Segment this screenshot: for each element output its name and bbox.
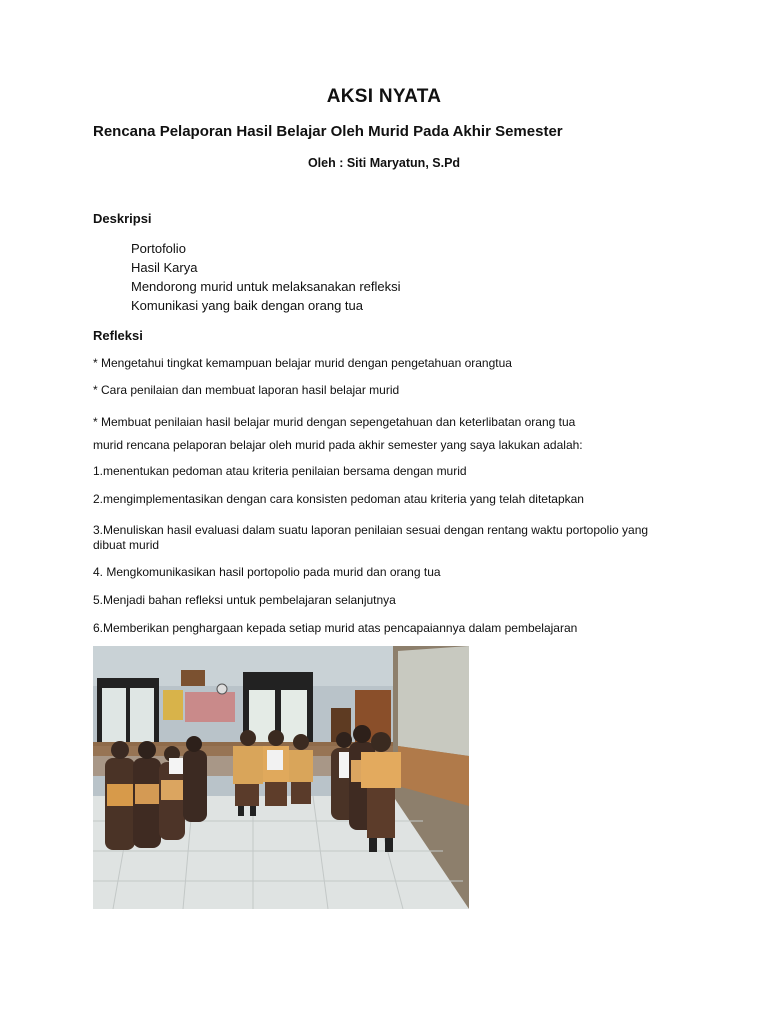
document-author: Oleh : Siti Maryatun, S.Pd bbox=[307, 156, 461, 170]
refleksi-step: 1.menentukan pedoman atau kriteria penilaian bersama dengan murid bbox=[93, 464, 467, 478]
refleksi-step: 3.Menuliskan hasil evaluasi dalam suatu laporan penilaian sesuai dengan rentang waktu portopolio yang dibuat murid bbox=[93, 523, 649, 552]
deskripsi-heading: Deskripsi bbox=[93, 211, 152, 226]
refleksi-bullet: * Membuat penilaian hasil belajar murid dengan sepengetahuan dan keterlibatan orang tua bbox=[93, 415, 576, 429]
refleksi-step: 5.Menjadi bahan refleksi untuk pembelajaran selanjutnya bbox=[93, 593, 396, 607]
document-title: AKSI NYATA bbox=[326, 86, 442, 107]
deskripsi-item: Mendorong murid untuk melaksanakan refleksi bbox=[131, 279, 401, 294]
deskripsi-item: Hasil Karya bbox=[131, 260, 198, 275]
classroom-photo bbox=[93, 646, 469, 909]
refleksi-heading: Refleksi bbox=[93, 328, 143, 343]
refleksi-step: 4. Mengkomunikasikan hasil portopolio pada murid dan orang tua bbox=[93, 565, 441, 579]
refleksi-step: 2.mengimplementasikan dengan cara konsisten pedoman atau kriteria yang telah ditetapkan bbox=[93, 492, 584, 506]
refleksi-bullet: * Cara penilaian dan membuat laporan hasil belajar murid bbox=[93, 383, 400, 397]
refleksi-intro: murid rencana pelaporan belajar oleh murid pada akhir semester yang saya lakukan adalah: bbox=[93, 438, 583, 452]
deskripsi-item: Portofolio bbox=[131, 241, 186, 256]
document-subtitle: Rencana Pelaporan Hasil Belajar Oleh Murid Pada Akhir Semester bbox=[93, 123, 563, 140]
refleksi-step: 6.Memberikan penghargaan kepada setiap murid atas pencapaiannya dalam pembelajaran bbox=[93, 621, 578, 635]
refleksi-bullet: * Mengetahui tingkat kemampuan belajar murid dengan pengetahuan orangtua bbox=[93, 356, 512, 370]
deskripsi-item: Komunikasi yang baik dengan orang tua bbox=[131, 298, 363, 313]
